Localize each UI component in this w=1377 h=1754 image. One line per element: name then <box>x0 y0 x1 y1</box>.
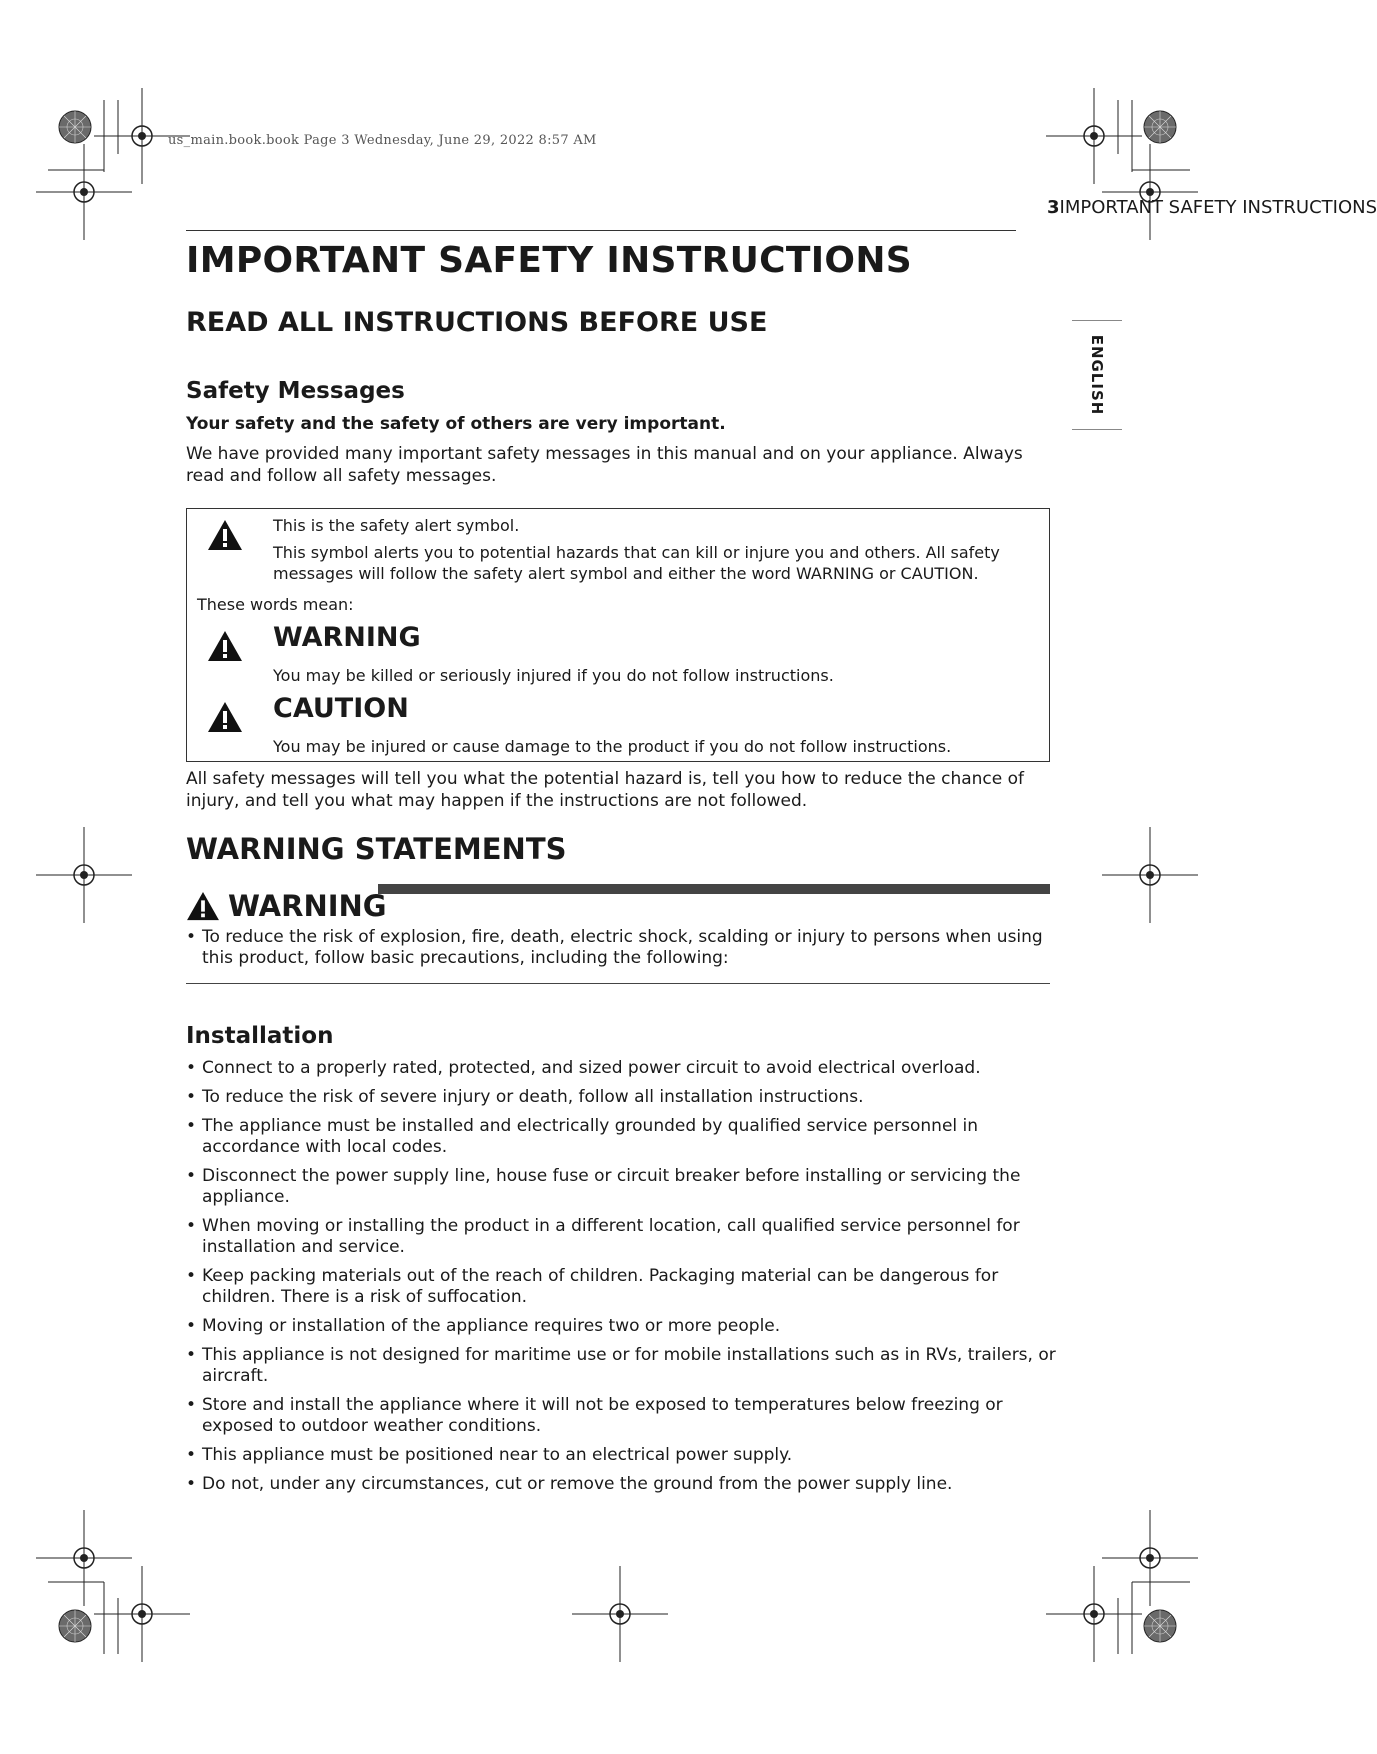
warning-statements-heading: WARNING STATEMENTS <box>186 832 567 866</box>
registration-mark-icon <box>1144 111 1176 143</box>
safety-lead: Your safety and the safety of others are very important. <box>186 414 726 434</box>
list-item: • To reduce the risk of explosion, fire, death, electric shock, scalding or injury to persons when using this product, follow basic precautions, including the following: <box>186 927 1056 969</box>
symbol-description: This symbol alerts you to potential hazards that can kill or injure you and others. All safety messages will follow the safety alert symbol and either the word WARNING or CAUTION. <box>273 543 1000 583</box>
symbol-line: This is the safety alert symbol. <box>273 516 520 535</box>
print-header: us_main.book.book Page 3 Wednesday, June 29, 2022 8:57 AM <box>168 133 597 148</box>
list-item: • Disconnect the power supply line, house fuse or circuit breaker before installing or servicing the appliance. <box>186 1166 1056 1208</box>
registration-mark-icon <box>1102 827 1198 923</box>
list-item: • Connect to a properly rated, protected, and sized power circuit to avoid electrical overload. <box>186 1058 1056 1079</box>
language-tab <box>1072 320 1122 430</box>
words-mean: These words mean: <box>197 595 354 614</box>
safety-alert-box <box>186 508 1050 762</box>
registration-mark-icon <box>36 1510 132 1606</box>
warning-title <box>186 886 387 926</box>
list-item: • To reduce the risk of severe injury or death, follow all installation instructions. <box>186 1087 1056 1108</box>
warning-description: You may be killed or seriously injured if you do not follow instructions. <box>273 666 834 685</box>
installation-list <box>186 1058 1056 1503</box>
list-item: • When moving or installing the product in a different location, call qualified service personnel for installation and service. <box>186 1216 1056 1258</box>
warning-rule <box>186 983 1050 984</box>
registration-mark-icon <box>1046 88 1142 184</box>
list-item: • Store and install the appliance where it will not be exposed to temperatures below freezing or exposed to outdoor weather conditions. <box>186 1395 1056 1437</box>
list-item: • Do not, under any circumstances, cut or remove the ground from the power supply line. <box>186 1474 1056 1495</box>
warning-label: WARNING <box>273 622 421 653</box>
caution-description: You may be injured or cause damage to the product if you do not follow instructions. <box>273 737 952 756</box>
safety-messages-heading: Safety Messages <box>186 378 405 404</box>
safety-alert-icon <box>186 891 220 921</box>
page-subtitle: READ ALL INSTRUCTIONS BEFORE USE <box>186 307 768 338</box>
list-item: • Moving or installation of the appliance requires two or more people. <box>186 1316 1056 1337</box>
list-item: • Keep packing materials out of the reach of children. Packaging material can be dangerous for children. There is a risk of suffocation. <box>186 1266 1056 1308</box>
safety-intro: We have provided many important safety messages in this manual and on your appliance. Always read and follow all safety messages. <box>186 444 1023 486</box>
running-head-section: IMPORTANT SAFETY INSTRUCTIONS <box>1059 197 1377 218</box>
registration-mark-icon <box>94 1566 190 1662</box>
registration-mark-icon <box>36 144 132 240</box>
warning-bar <box>378 884 1050 894</box>
after-box-text: All safety messages will tell you what the potential hazard is, tell you how to reduce the chance of injury, and tell you what may happen if the instructions are not followed. <box>186 769 1025 811</box>
language-tab-label: ENGLISH <box>1088 334 1106 416</box>
safety-alert-icon <box>207 519 243 551</box>
safety-alert-icon <box>207 701 243 733</box>
registration-mark-icon <box>59 111 91 143</box>
registration-mark-icon <box>1102 144 1198 240</box>
registration-mark-icon <box>59 1610 91 1642</box>
installation-heading: Installation <box>186 1023 334 1049</box>
list-item: • This appliance is not designed for maritime use or for mobile installations such as in RVs, trailers, or aircraft. <box>186 1345 1056 1387</box>
page-number: 3 <box>1047 197 1060 218</box>
registration-mark-icon <box>1046 1566 1142 1662</box>
page-title: IMPORTANT SAFETY INSTRUCTIONS <box>186 240 912 281</box>
list-item: • The appliance must be installed and electrically grounded by qualified service personnel in accordance with local codes. <box>186 1116 1056 1158</box>
caution-label: CAUTION <box>273 693 409 724</box>
warning-title-label: WARNING <box>228 889 387 923</box>
safety-alert-icon <box>207 630 243 662</box>
warning-list <box>186 927 1056 977</box>
registration-mark-icon <box>572 1566 668 1662</box>
header-rule <box>186 230 1016 231</box>
list-item: • This appliance must be positioned near to an electrical power supply. <box>186 1445 1056 1466</box>
registration-mark-icon <box>36 827 132 923</box>
registration-mark-icon <box>1144 1610 1176 1642</box>
registration-mark-icon <box>1102 1510 1198 1606</box>
running-head <box>1047 197 1377 218</box>
